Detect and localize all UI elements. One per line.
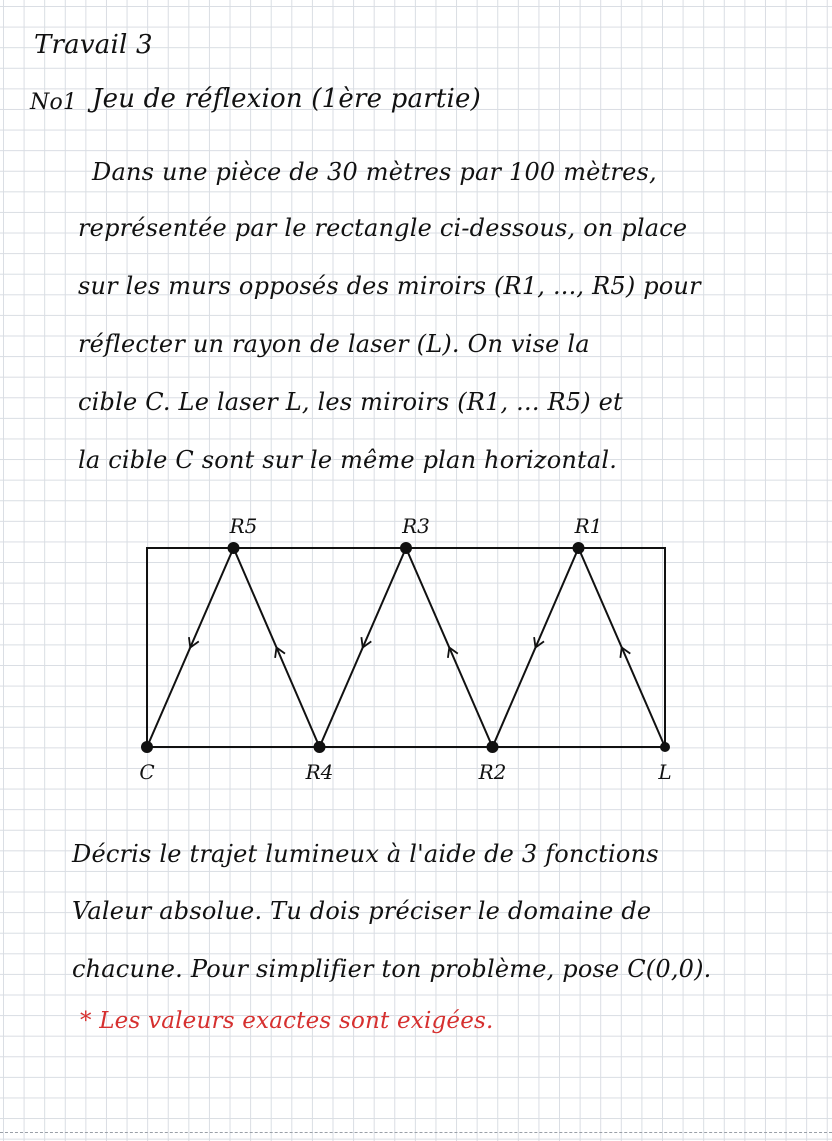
point-label-c: C xyxy=(139,760,155,784)
point-r4 xyxy=(314,741,326,753)
direction-arrows xyxy=(189,637,630,658)
point-label-r1: R1 xyxy=(574,514,603,538)
room-rectangle xyxy=(147,548,665,747)
point-label-r2: R2 xyxy=(478,760,507,784)
point-c xyxy=(141,741,153,753)
statement-line-1: Dans une pièce de 30 mètres par 100 mètres, xyxy=(92,158,657,186)
point-r5 xyxy=(228,542,240,554)
statement-line-6: la cible C sont sur le même plan horizontal. xyxy=(78,446,618,474)
laser-path xyxy=(147,548,665,747)
instruction-line-2: Valeur absolue. Tu dois préciser le domaine de xyxy=(72,897,652,925)
point-r3 xyxy=(400,542,412,554)
point-label-r5: R5 xyxy=(229,514,258,538)
point-label-l: L xyxy=(658,760,672,784)
point-label-r3: R3 xyxy=(402,514,430,538)
point-r2 xyxy=(487,741,499,753)
exact-values-note: * Les valeurs exactes sont exigées. xyxy=(80,1008,494,1034)
statement-line-2: représentée par le rectangle ci-dessous, on place xyxy=(78,214,688,242)
point-label-r4: R4 xyxy=(305,760,334,784)
page-bottom-border xyxy=(0,1132,832,1133)
diagram-points xyxy=(139,514,671,784)
instruction-line-3: chacune. Pour simplifier ton problème, pose C(0,0). xyxy=(72,955,712,983)
statement-line-4: réflecter un rayon de laser (L). On vise la xyxy=(78,330,590,358)
page-title: Travail 3 xyxy=(34,30,153,60)
instruction-line-1: Décris le trajet lumineux à l'aide de 3 fonctions xyxy=(72,840,659,868)
point-r1 xyxy=(573,542,585,554)
question-heading: Jeu de réflexion (1ère partie) xyxy=(92,84,481,114)
point-l xyxy=(660,742,670,752)
statement-line-3: sur les murs opposés des miroirs (R1, ..., R5) pour xyxy=(78,272,701,300)
question-number: No1 xyxy=(30,90,78,115)
statement-line-5: cible C. Le laser L, les miroirs (R1, ... R5) et xyxy=(78,388,623,416)
